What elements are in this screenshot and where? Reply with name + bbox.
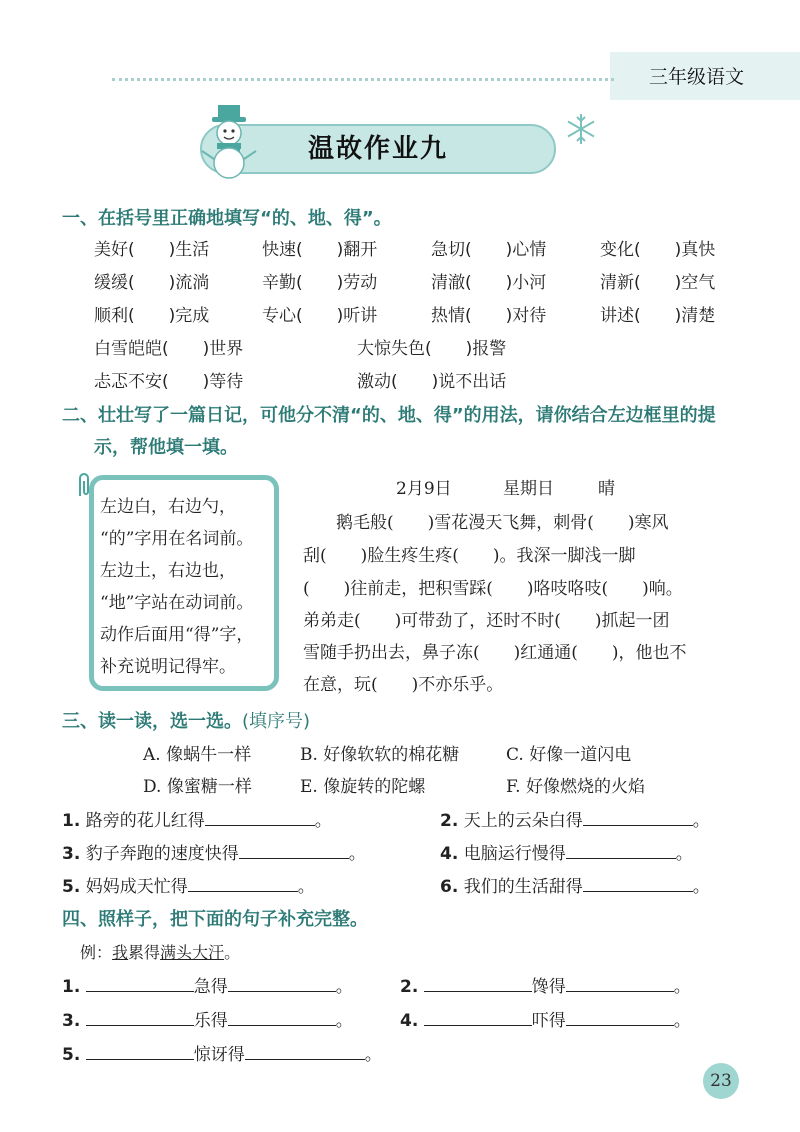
q4-example: 例：我累得满头大汗。 [80,943,241,962]
option-f: F. 好像燃烧的火焰 [506,777,645,797]
q1-cell: 讲述( )清楚 [600,306,716,326]
diary-line: 在意，玩( )不亦乐乎。 [303,675,504,695]
q2-title: 二、壮壮写了一篇日记，可他分不清“的、地、得”的用法，请你结合左边框里的提 [62,405,716,426]
answer-blank[interactable] [583,811,693,826]
answer-blank[interactable] [424,977,532,992]
q1-cell: 急切( )心情 [431,240,547,260]
diary-weather: 晴 [598,479,615,499]
q1-title: 一、在括号里正确地填写“的、地、得”。 [62,208,392,229]
q1-cell: 快速( )翻开 [262,240,378,260]
answer-blank[interactable] [86,1045,194,1060]
answer-blank[interactable] [188,877,298,892]
option-c: C. 好像一道闪电 [506,745,632,765]
grade-label: 三年级语文 [648,66,744,88]
page-number: 23 [703,1063,739,1099]
q4-item: 2. 馋得 。 [400,977,691,997]
q3-item: 6. 我们的生活甜得 。 [440,877,710,897]
tip-line: 补充说明记得牢。 [100,657,236,677]
q4-title: 四、照样子，把下面的句子补充完整。 [62,909,368,930]
q1-cell: 白雪皑皑( )世界 [94,339,244,359]
diary-line: 鹅毛般( )雪花漫天飞舞，刺骨( )寒风 [336,513,669,533]
page-title: 温故作业九 [307,134,448,164]
q3-title-text: 三、读一读，选一选。 [62,711,242,732]
q3-item: 1. 路旁的花儿红得 。 [62,811,332,831]
tip-line: “的”字用在名词前。 [100,529,254,549]
q3-title-note: (填序号) [242,711,311,732]
q1-cell: 清新( )空气 [600,273,716,293]
snowman-icon [198,103,260,179]
q1-cell: 美好( )生活 [94,240,210,260]
q3-title [62,707,310,733]
answer-blank[interactable] [86,977,194,992]
answer-blank[interactable] [205,811,315,826]
answer-blank[interactable] [228,1011,336,1026]
tip-line: 左边土，右边也， [100,561,236,581]
answer-blank[interactable] [566,1011,674,1026]
answer-blank[interactable] [86,1011,194,1026]
q1-cell: 清澈( )小河 [431,273,547,293]
q1-cell: 辛勤( )劳动 [262,273,378,293]
answer-blank[interactable] [245,1045,365,1060]
q1-cell: 专心( )听讲 [262,306,378,326]
answer-blank[interactable] [566,977,674,992]
q1-cell: 大惊失色( )报警 [357,339,507,359]
q1-cell: 变化( )真快 [600,240,716,260]
option-d: D. 像蜜糖一样 [143,777,252,797]
q3-item: 4. 电脑运行慢得 。 [440,844,693,864]
q3-item: 2. 天上的云朵白得 。 [440,811,710,831]
q4-item: 5. 惊讶得 。 [62,1045,382,1065]
q4-item: 3. 乐得 。 [62,1011,353,1031]
q4-item: 4. 吓得 。 [400,1011,691,1031]
answer-blank[interactable] [239,844,349,859]
diary-line: 刮( )脸生疼生疼( )。我深一脚浅一脚 [303,546,636,566]
diary-weekday: 星期日 [503,479,554,499]
tip-line: “地”字站在动词前。 [100,593,254,613]
tip-line: 左边白，右边勺， [100,497,236,517]
diary-line: 雪随手扔出去，鼻子冻( )红通通( )，他也不 [303,643,687,663]
answer-blank[interactable] [566,844,676,859]
q1-cell: 激动( )说不出话 [357,372,507,392]
answer-blank[interactable] [228,977,336,992]
q2-title-cont: 示，帮他填一填。 [94,437,238,458]
diary-line: ( )往前走，把积雪踩( )咯吱咯吱( )响。 [303,579,683,599]
q1-cell: 顺利( )完成 [94,306,210,326]
tip-line: 动作后面用“得”字， [100,625,254,645]
q3-item: 3. 豹子奔跑的速度快得 。 [62,844,366,864]
q3-item: 5. 妈妈成天忙得 。 [62,877,315,897]
option-b: B. 好像软软的棉花糖 [300,745,460,765]
option-e: E. 像旋转的陀螺 [300,777,426,797]
answer-blank[interactable] [424,1011,532,1026]
q1-cell: 忐忑不安( )等待 [94,372,244,392]
q1-cell: 热情( )对待 [431,306,547,326]
q4-item: 1. 急得 。 [62,977,353,997]
q1-cell: 缓缓( )流淌 [94,273,210,293]
option-a: A. 像蜗牛一样 [143,745,252,765]
diary-line: 弟弟走( )可带劲了，还时不时( )抓起一团 [303,611,670,631]
answer-blank[interactable] [583,877,693,892]
snowflake-icon [564,112,598,146]
diary-date: 2月9日 [396,479,452,499]
header-dotted-line [112,78,614,81]
paperclip-icon [74,472,94,500]
